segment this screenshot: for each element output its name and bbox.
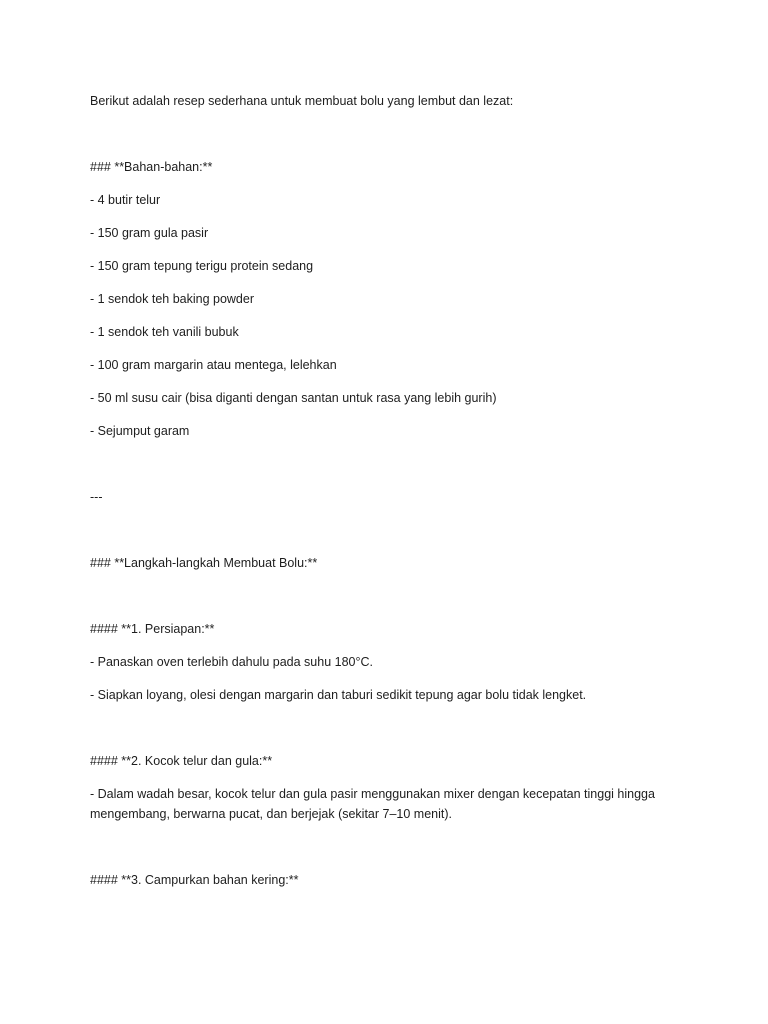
separator-line: --- xyxy=(90,490,103,504)
blank-line xyxy=(90,586,710,606)
step-paragraph-line: - Dalam wadah besar, kocok telur dan gula pasir menggunakan mixer dengan kecepatan tinggi hingga xyxy=(90,787,655,801)
ingredient-item: - 4 butir telur xyxy=(90,193,161,207)
ingredient-item: - 1 sendok teh baking powder xyxy=(90,292,254,306)
ingredient-item: - Sejumput garam xyxy=(90,424,190,438)
step-paragraph: - Siapkan loyang, olesi dengan margarin dan taburi sedikit tepung agar bolu tidak lengket. xyxy=(90,688,587,702)
blank-line xyxy=(90,124,710,144)
ingredient-item: - 1 sendok teh vanili bubuk xyxy=(90,325,239,339)
document-body xyxy=(90,91,710,903)
steps-heading: ### **Langkah-langkah Membuat Bolu:** xyxy=(90,556,318,570)
blank-line xyxy=(90,837,710,857)
ingredient-item: - 150 gram gula pasir xyxy=(90,226,209,240)
ingredient-item: - 50 ml susu cair (bisa diganti dengan santan untuk rasa yang lebih gurih) xyxy=(90,391,497,405)
ingredient-item: - 100 gram margarin atau mentega, lelehkan xyxy=(90,358,337,372)
step-paragraph xyxy=(90,784,710,824)
ingredients-heading: ### **Bahan-bahan:** xyxy=(90,160,213,174)
step-heading: #### **2. Kocok telur dan gula:** xyxy=(90,754,273,768)
step-heading: #### **3. Campurkan bahan kering:** xyxy=(90,873,299,887)
step-paragraph: - Panaskan oven terlebih dahulu pada suhu 180°C. xyxy=(90,655,373,669)
blank-line xyxy=(90,520,710,540)
step-heading: #### **1. Persiapan:** xyxy=(90,622,215,636)
blank-line xyxy=(90,454,710,474)
intro-paragraph: Berikut adalah resep sederhana untuk membuat bolu yang lembut dan lezat: xyxy=(90,94,514,108)
blank-line xyxy=(90,718,710,738)
ingredient-item: - 150 gram tepung terigu protein sedang xyxy=(90,259,314,273)
step-paragraph-line: mengembang, berwarna pucat, dan berjejak (sekitar 7–10 menit). xyxy=(90,807,453,821)
